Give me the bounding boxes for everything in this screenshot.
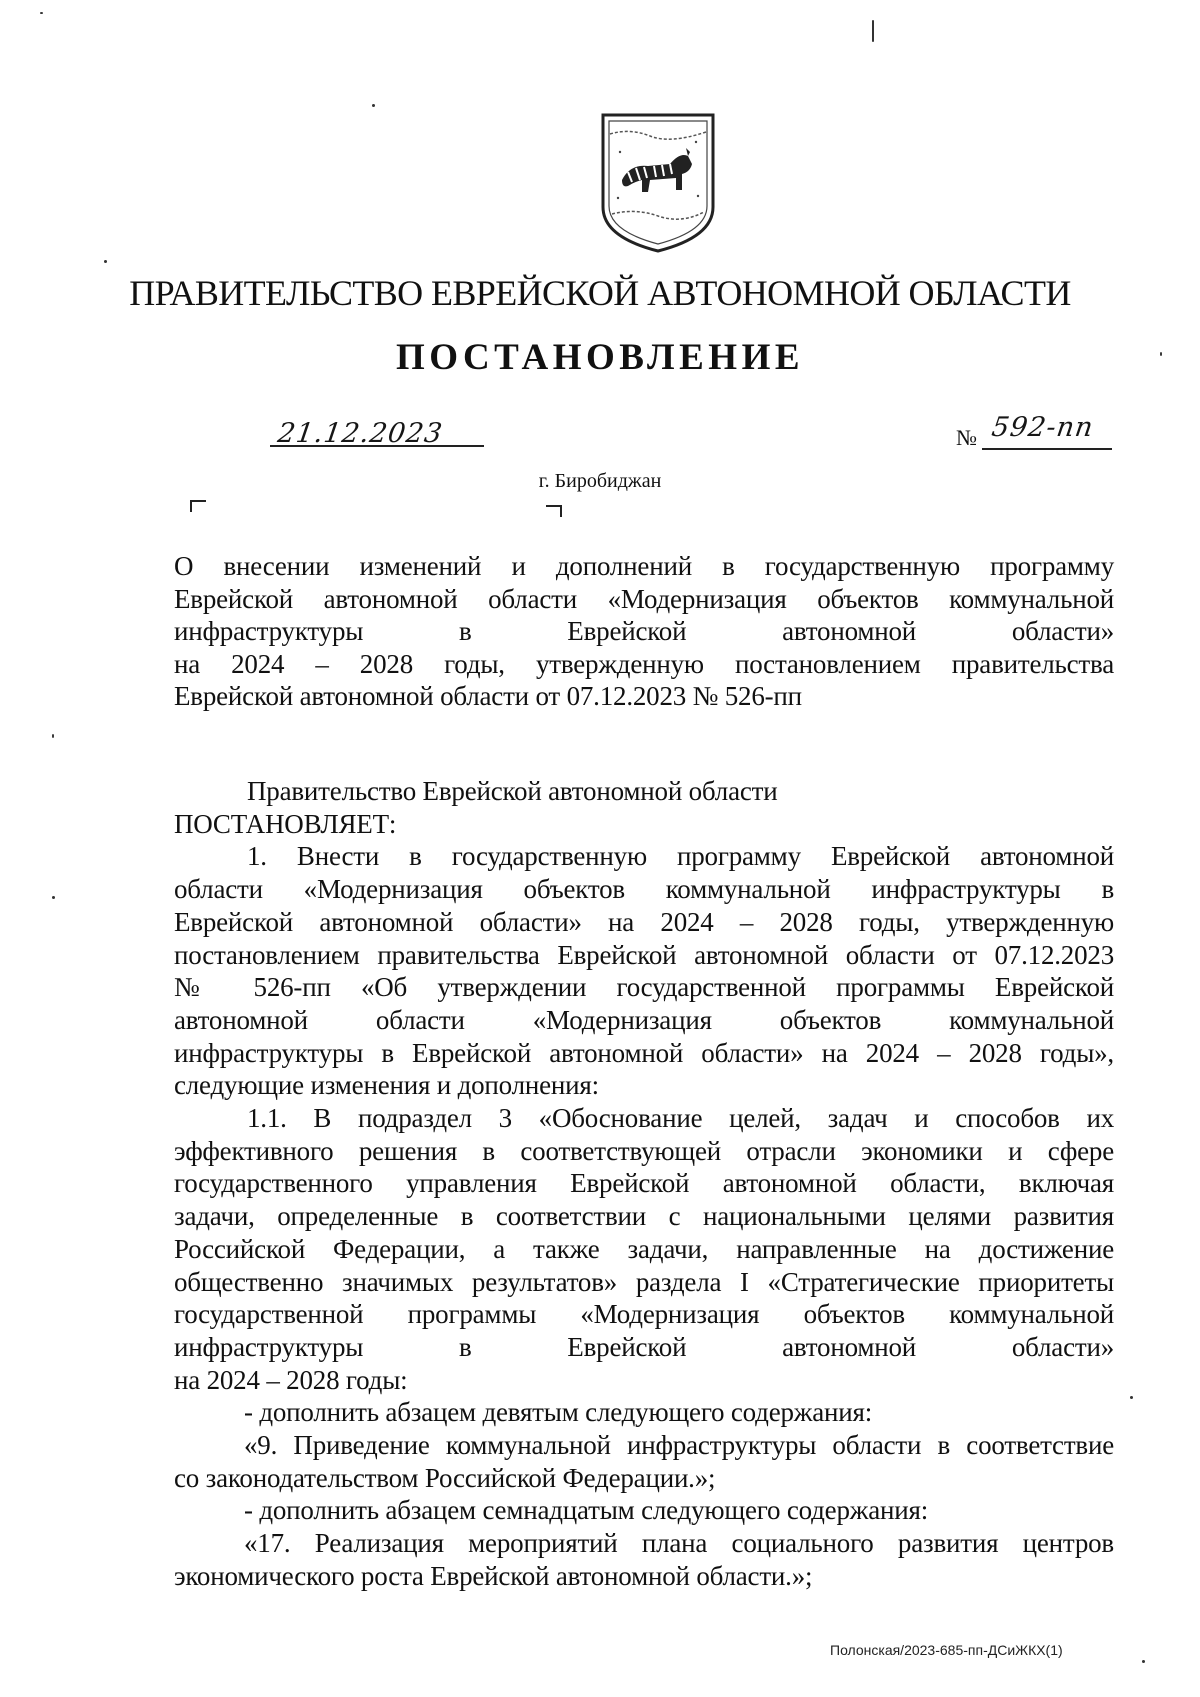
paragraph-1-1-line: эффективного решения в соответствующей отрасли экономики и сфере: [174, 1135, 1114, 1166]
paragraph-1-1-line: Российской Федерации, а также задачи, направленные на достижение: [174, 1233, 1114, 1264]
scan-mark: [872, 20, 874, 42]
subject-line: на 2024 – 2028 годы, утвержденную постановлением правительства: [174, 648, 1114, 679]
city-label: г. Биробиджан: [538, 470, 662, 492]
subject-corner-left: [190, 500, 206, 512]
addition-17-line: экономического роста Еврейской автономной области.»;: [174, 1560, 813, 1591]
paragraph-1-line: инфраструктуры в Еврейской автономной области» на 2024 – 2028 годы»,: [174, 1037, 1114, 1068]
scan-speck: [372, 104, 375, 107]
decree-word: ПОСТАНОВЛЯЕТ:: [174, 808, 397, 839]
number-underline: [982, 448, 1112, 450]
date-underline: [270, 445, 484, 447]
paragraph-1-line: Еврейской автономной области» на 2024 – 2028 годы, утвержденную: [174, 906, 1114, 937]
paragraph-1-line: автономной области «Модернизация объектов коммунальной: [174, 1004, 1114, 1035]
paragraph-1-line: следующие изменения и дополнения:: [174, 1070, 599, 1101]
paragraph-1-line: № 526-пп «Об утверждении государственной программы Еврейской: [174, 972, 1114, 1003]
paragraph-1-1-line: государственной программы «Модернизация объектов коммунальной: [174, 1299, 1114, 1330]
handwritten-date: 21.12.2023: [275, 418, 445, 449]
addition-17-line: «17. Реализация мероприятий плана социального развития центров: [244, 1528, 1114, 1559]
scan-speck: [1130, 1396, 1133, 1399]
paragraph-1-line: области «Модернизация объектов коммунальной инфраструктуры в: [174, 874, 1114, 905]
document-body: [174, 775, 1114, 1593]
handwritten-number: 592-пп: [989, 412, 1096, 443]
paragraph-1-1-line: 1.1. В подраздел 3 «Обоснование целей, задач и способов их: [247, 1103, 1114, 1134]
subject-line: инфраструктуры в Еврейской автономной области»: [174, 616, 1114, 646]
addition-9-line: со законодательством Российской Федерации.»;: [174, 1462, 716, 1493]
subject-line: Еврейской автономной области от 07.12.2023 № 526-пп: [174, 681, 802, 711]
scan-speck: [1160, 352, 1162, 356]
paragraph-1-line: 1. Внести в государственную программу Еврейской автономной: [247, 841, 1114, 872]
paragraph-1-1-line: на 2024 – 2028 годы:: [174, 1364, 408, 1395]
intro-text: Правительство Еврейской автономной области: [247, 776, 778, 806]
scan-speck: [1142, 1660, 1145, 1663]
number-sign: №: [956, 425, 977, 450]
scan-speck: [52, 896, 55, 899]
subject-line: Еврейской автономной области «Модернизация объектов коммунальной: [174, 583, 1114, 614]
subject-block: [174, 550, 1114, 713]
addition-9-intro: - дополнить абзацем девятым следующего содержания:: [244, 1397, 873, 1428]
addition-17-intro: - дополнить абзацем семнадцатым следующего содержания:: [244, 1495, 929, 1526]
document-type-title: ПОСТАНОВЛЕНИЕ: [395, 337, 805, 378]
paragraph-1-1-line: инфраструктуры в Еврейской автономной области»: [174, 1331, 1114, 1362]
scan-speck: [52, 734, 54, 738]
coat-of-arms-emblem: [600, 112, 716, 254]
paragraph-1-1-line: общественно значимых результатов» раздела I «Стратегические приоритеты: [174, 1266, 1114, 1297]
paragraph-1-line: постановлением правительства Еврейской автономной области от 07.12.2023: [174, 939, 1114, 970]
scan-speck: [40, 12, 43, 14]
paragraph-1-1-line: государственного управления Еврейской автономной области, включая: [174, 1168, 1114, 1199]
scan-speck: [104, 260, 107, 263]
addition-9-line: «9. Приведение коммунальной инфраструктуры области в соответствие: [244, 1430, 1114, 1461]
government-title: ПРАВИТЕЛЬСТВО ЕВРЕЙСКОЙ АВТОНОМНОЙ ОБЛАСТИ: [129, 273, 1071, 313]
subject-corner-right: [546, 505, 562, 517]
footer-reference: Полонская/2023-685-пп-ДСиЖКХ(1): [830, 1642, 1063, 1658]
subject-line: О внесении изменений и дополнений в государственную программу: [174, 551, 1114, 581]
paragraph-1-1-line: задачи, определенные в соответствии с национальными целями развития: [174, 1201, 1114, 1232]
